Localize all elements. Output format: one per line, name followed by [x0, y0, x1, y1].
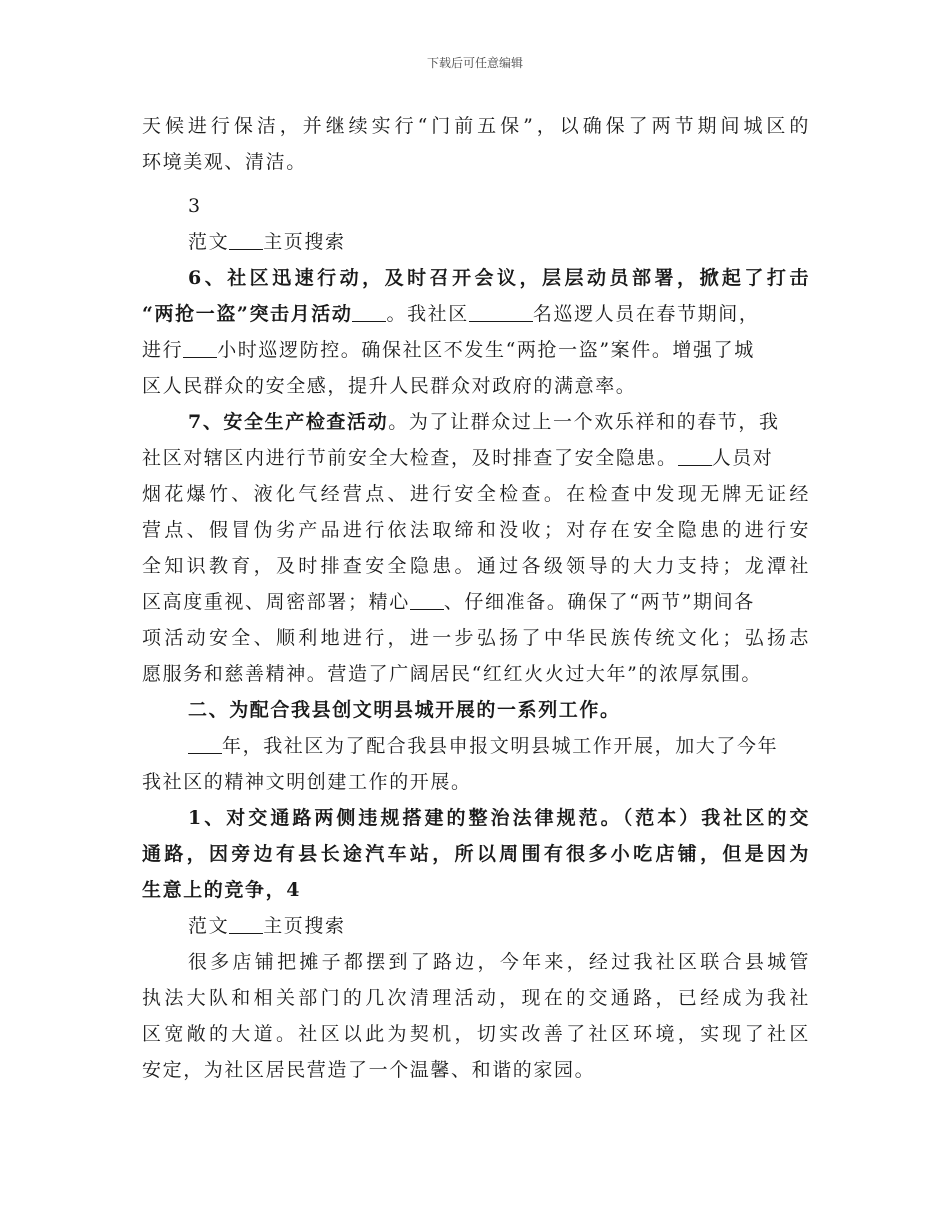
item-1-heading-cont: 通路，因旁边有县长途汽车站，所以周围有很多小吃店铺，但是因为: [142, 843, 810, 865]
blank-underline: [352, 299, 386, 322]
text-line: 安定，为社区居民营造了一个温馨、和谐的家园。: [142, 1059, 596, 1081]
section-6-heading: 6、社区迅速行动，及时召开会议，层层动员部署，掀起了打击: [188, 267, 810, 289]
fanwen-line: [142, 908, 810, 944]
text-line: [142, 332, 810, 368]
fanwen-label: 范文: [188, 915, 230, 937]
blank-underline: [229, 227, 263, 250]
page-number: 3: [188, 195, 202, 217]
fanwen-search: 主页搜索: [263, 915, 346, 937]
document-body: [142, 108, 810, 1088]
item-1-heading-cont: 生意上的竞争，4: [142, 879, 302, 901]
text-line: 很多店铺把摊子都摆到了路边，今年来，经过我社区联合县城管: [188, 951, 810, 973]
blank-underline: [229, 911, 263, 934]
text-line: [142, 584, 810, 620]
text-line: 区人民群众的安全感，提升人民群众对政府的满意率。: [142, 375, 637, 397]
text-span: 区高度重视、周密部署；精心: [142, 591, 410, 613]
text-span: 年，我社区为了配合我县申报文明县城工作开展，加大了今年: [222, 735, 779, 757]
section-2-heading: 二、为配合我县创文明县城开展的一系列工作。: [188, 699, 621, 721]
text-span: 人员对: [711, 447, 774, 469]
blank-underline: [188, 731, 222, 754]
text-line: 执法大队和相关部门的几次清理活动，现在的交通路，已经成为我社: [142, 987, 810, 1009]
text-span: 、仔细准备。确保了“两节”期间各: [443, 591, 755, 613]
text-line: 环境美观、清洁。: [142, 151, 307, 173]
fanwen-label: 范文: [188, 231, 230, 253]
text-line: 烟花爆竹、液化气经营点、进行安全检查。在检查中发现无牌无证经: [142, 483, 810, 505]
text-line: 愿服务和慈善精神。营造了广阔居民“红红火火过大年”的浓厚氛围。: [142, 663, 763, 685]
text-line: 我社区的精神文明创建工作的开展。: [142, 771, 472, 793]
page-header: 下载后可任意编辑: [426, 56, 523, 70]
text-line: [142, 440, 810, 476]
blank-underline: [469, 299, 533, 322]
section-6-heading-cont: “两抢一盗”突击月活动: [142, 303, 353, 325]
text-span: 进行: [142, 339, 184, 361]
text-span: 。我社区: [386, 303, 469, 325]
text-line: [142, 404, 810, 440]
text-line: [142, 728, 810, 764]
blank-underline: [410, 587, 444, 610]
text-line: 营点、假冒伪劣产品进行依法取缔和没收；对存在安全隐患的进行安: [142, 519, 810, 541]
fanwen-search: 主页搜索: [263, 231, 346, 253]
text-line: 区宽敞的大道。社区以此为契机，切实改善了社区环境，实现了社区: [142, 1023, 810, 1045]
text-line: 天候进行保洁，并继续实行“门前五保”，以确保了两节期间城区的: [142, 115, 810, 137]
text-span: 社区对辖区内进行节前安全大检查，及时排查了安全隐患。: [142, 447, 678, 469]
blank-underline: [678, 443, 712, 466]
text-span: 小时巡逻防控。确保社区不发生“两抢一盗”案件。增强了城: [217, 339, 755, 361]
text-span: 名巡逻人员在春节期间，: [532, 303, 760, 325]
text-line: 全知识教育，及时排查安全隐患。通过各级领导的大力支持；龙潭社: [142, 555, 810, 577]
text-span: 。为了让群众过上一个欢乐祥和的春节，我: [388, 411, 780, 433]
item-1-heading: 1、对交通路两侧违规搭建的整治法律规范。（范本）我社区的交: [188, 807, 810, 829]
text-line: 项活动安全、顺利地进行，进一步弘扬了中华民族传统文化；弘扬志: [142, 627, 810, 649]
section-7-heading: 7、安全生产检查活动: [188, 411, 389, 433]
text-line: [142, 296, 810, 332]
fanwen-line: [142, 224, 810, 260]
blank-underline: [183, 335, 217, 358]
